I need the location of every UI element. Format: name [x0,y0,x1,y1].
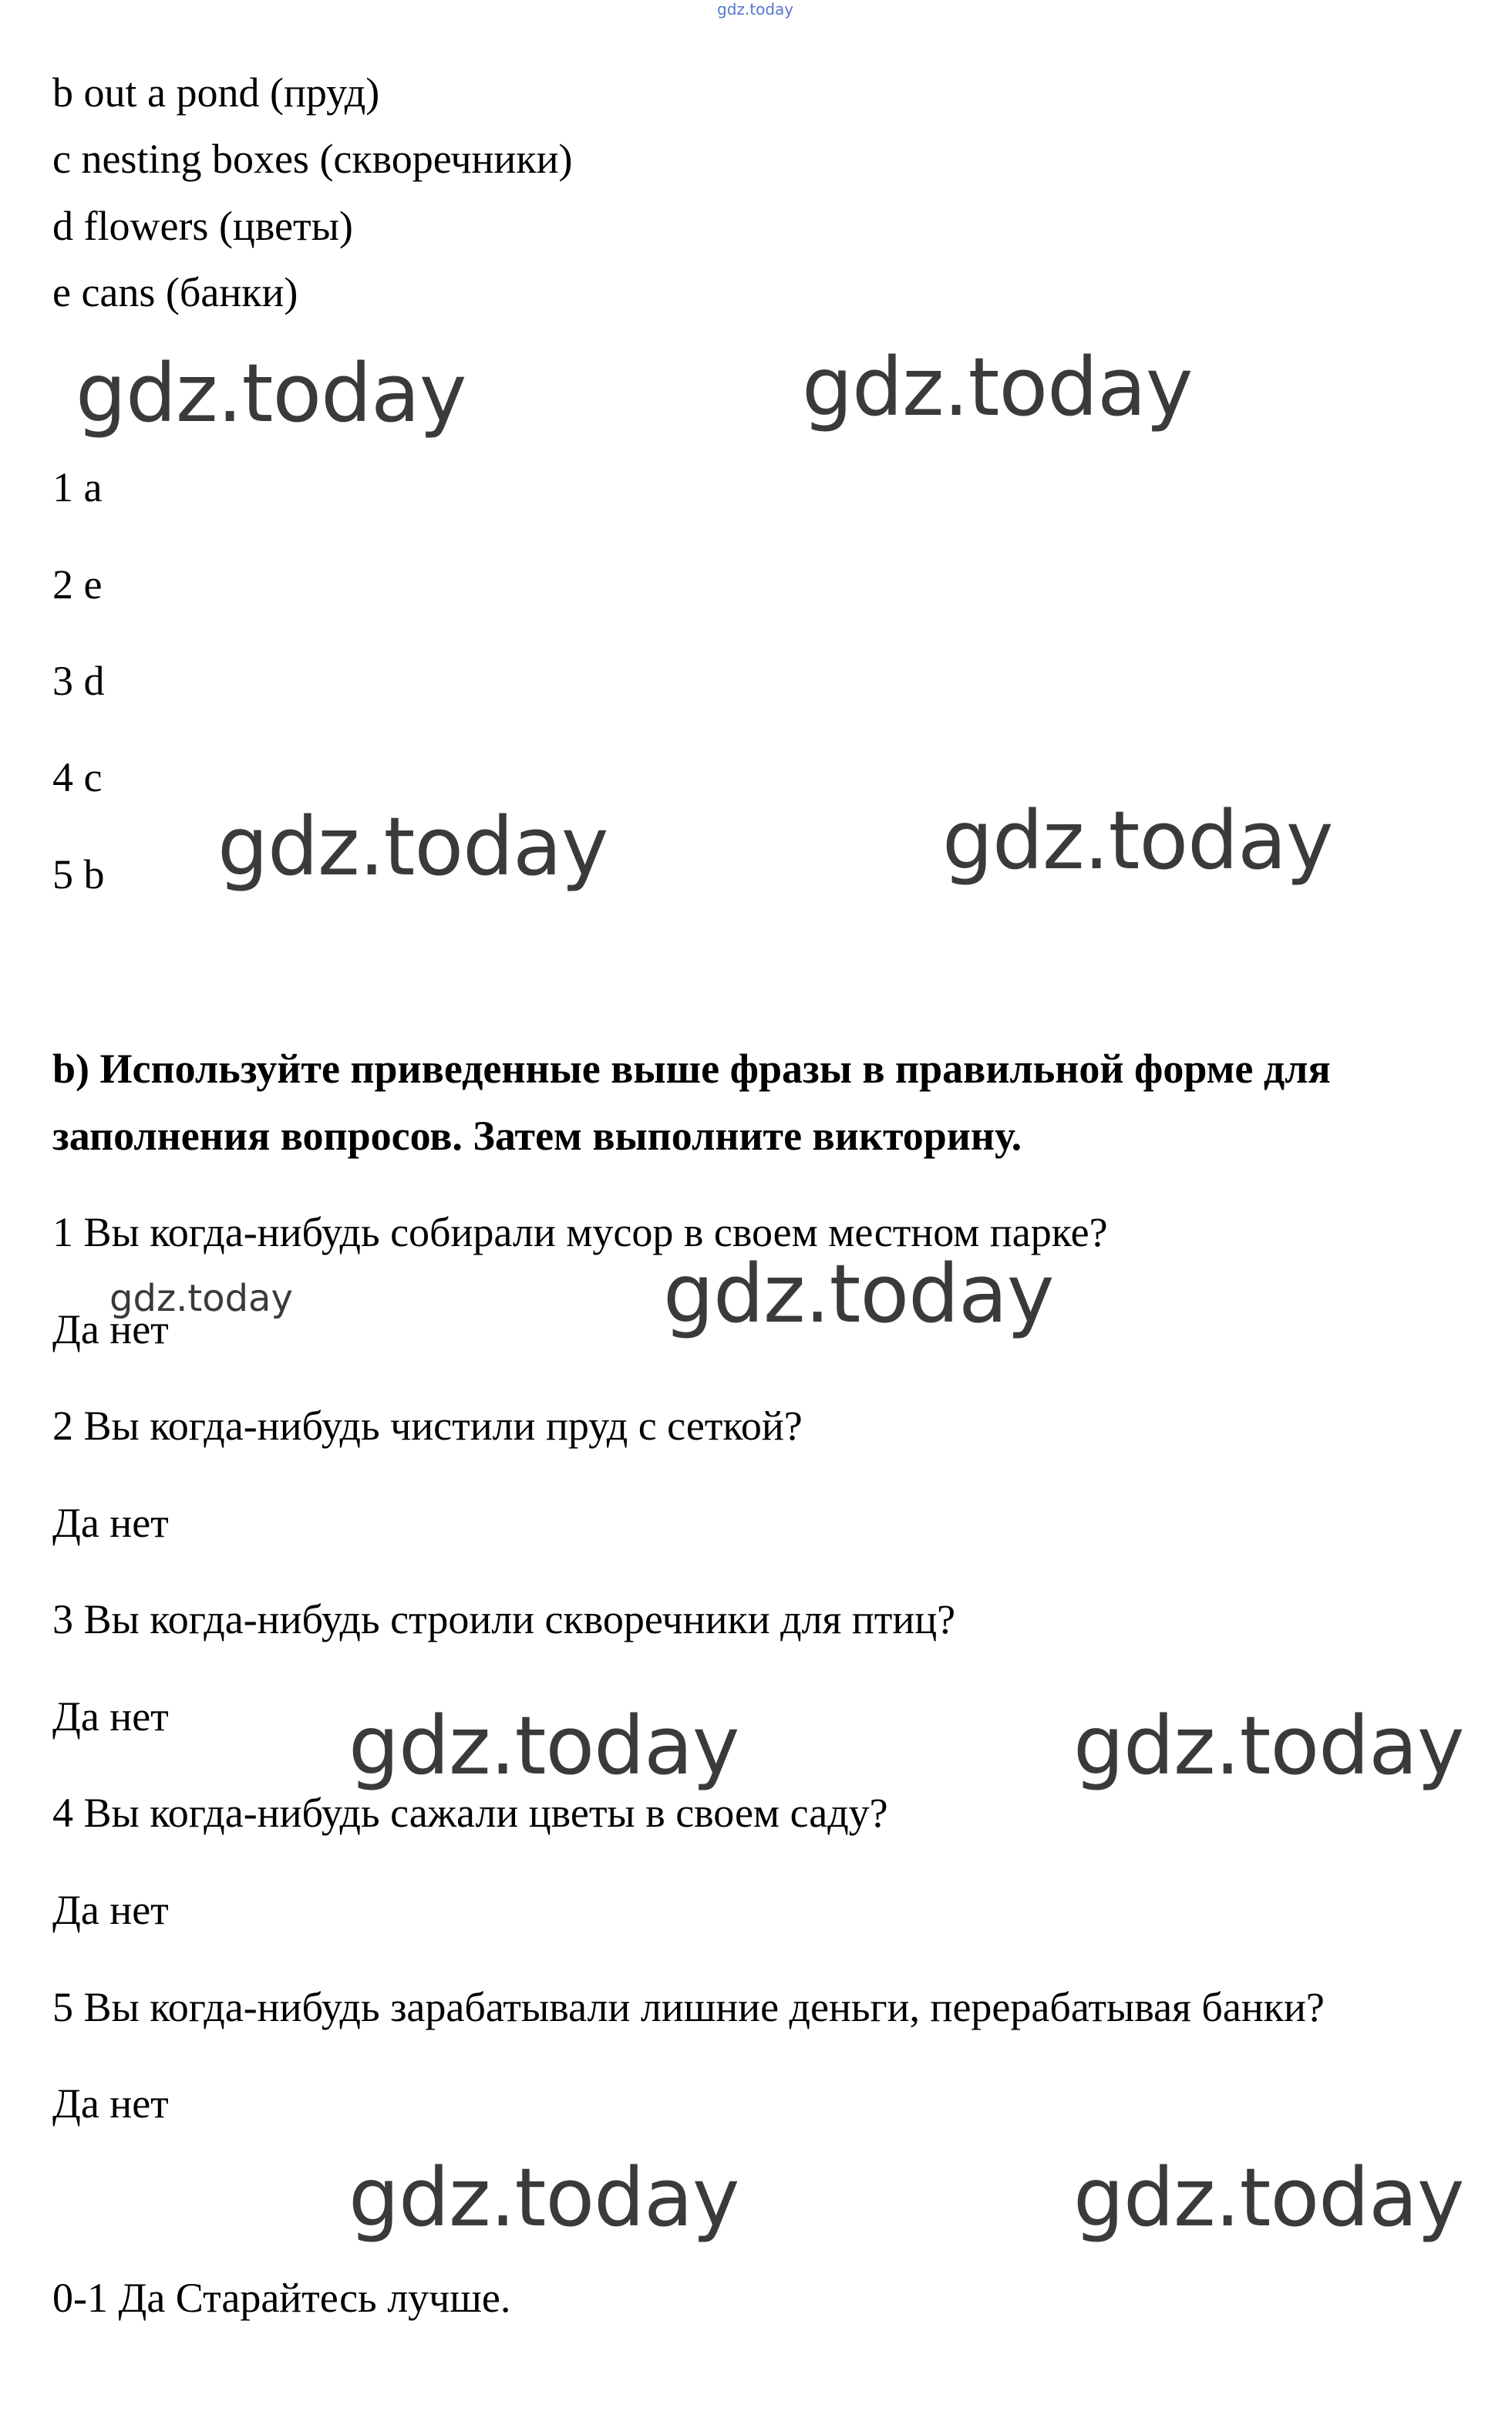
top-watermark: gdz.today [717,0,794,19]
task-b-instruction-line1: b) Используйте приведенные выше фразы в правильной форме для [52,1046,1331,1092]
watermark: gdz.today [349,2151,739,2245]
answer-4: 4 c [52,754,103,800]
question-3: 3 Вы когда-нибудь строили скворечники для птиц? [52,1596,956,1642]
question-2: 2 Вы когда-нибудь чистили пруд с сеткой? [52,1403,803,1449]
question-1-options: Да нет [52,1306,169,1352]
answer-3: 3 d [52,658,105,704]
task-b-instruction-line2: заполнения вопросов. Затем выполните викторину. [52,1113,1022,1159]
phrase-d: d flowers (цветы) [52,203,353,249]
answer-5: 5 b [52,851,105,898]
watermark: gdz.today [349,1699,739,1793]
question-5: 5 Вы когда-нибудь зарабатывали лишние деньги, перерабатывая банки? [52,1984,1325,2030]
answer-1: 1 a [52,464,103,510]
watermark-small: gdz.today [109,1277,293,1320]
watermark: gdz.today [217,800,608,894]
watermark: gdz.today [1073,2151,1464,2245]
result-line: 0-1 Да Старайтесь лучше. [52,2275,511,2321]
question-2-options: Да нет [52,1500,169,1546]
phrase-c: c nesting boxes (скворечники) [52,136,573,182]
watermark: gdz.today [802,340,1193,434]
watermark: gdz.today [76,346,466,440]
question-4: 4 Вы когда-нибудь сажали цветы в своем саду? [52,1790,888,1836]
question-4-options: Да нет [52,1887,169,1933]
watermark: gdz.today [1073,1699,1464,1793]
question-5-options: Да нет [52,2080,169,2127]
watermark: gdz.today [663,1247,1054,1341]
question-1: 1 Вы когда-нибудь собирали мусор в своем местном парке? [52,1209,1108,1255]
phrase-e: e cans (банки) [52,269,298,315]
answer-2: 2 e [52,561,103,608]
question-3-options: Да нет [52,1693,169,1740]
phrase-b: b out a pond (пруд) [52,69,380,116]
watermark: gdz.today [942,793,1333,888]
